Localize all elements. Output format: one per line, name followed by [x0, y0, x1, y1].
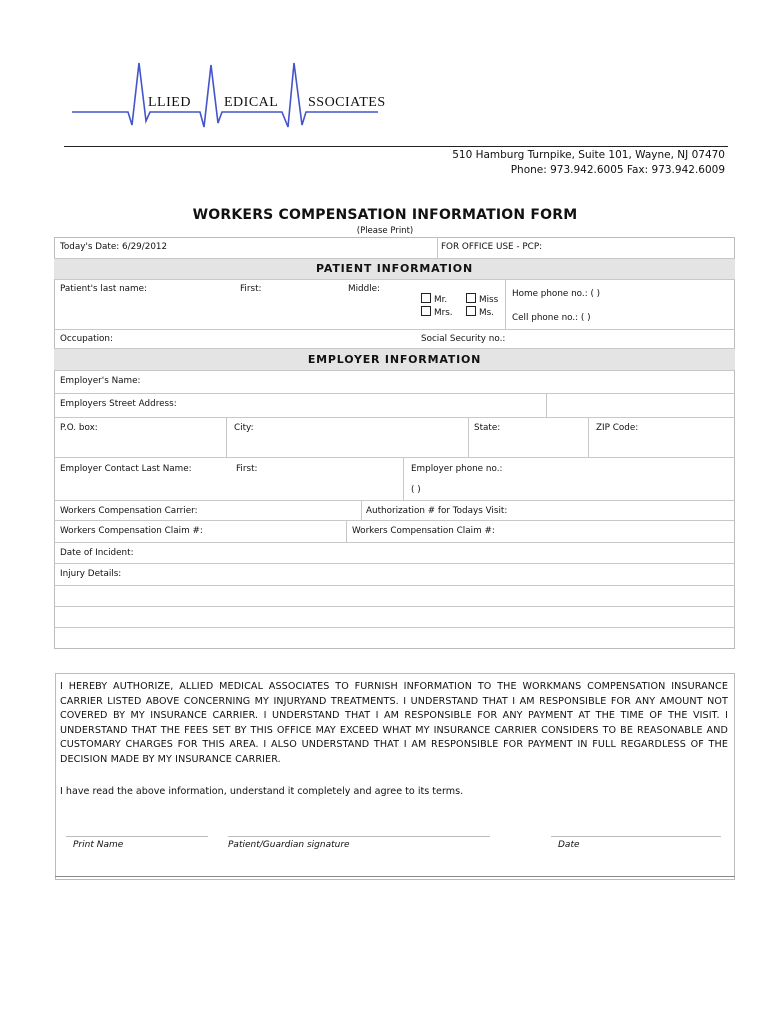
injury-details-label: Injury Details:	[60, 569, 122, 579]
row-line	[54, 606, 735, 607]
miss-checkbox[interactable]	[466, 293, 476, 303]
mrs-checkbox[interactable]	[421, 306, 431, 316]
patient-last-name-label: Patient's last name:	[60, 284, 148, 294]
title-mrs-option[interactable]	[421, 306, 453, 318]
row-line	[54, 500, 735, 501]
row-line	[54, 542, 735, 543]
row-line	[54, 393, 735, 394]
employer-contact-last-label: Employer Contact Last Name:	[60, 464, 192, 474]
row-line	[54, 563, 735, 564]
employer-street-label: Employers Street Address:	[60, 399, 177, 409]
title-ms-option[interactable]	[466, 306, 494, 318]
employer-contact-first-label: First:	[236, 464, 258, 474]
miss-label: Miss	[479, 295, 499, 305]
mr-checkbox[interactable]	[421, 293, 431, 303]
col-line	[588, 417, 589, 457]
ms-checkbox[interactable]	[466, 306, 476, 316]
header-rule	[64, 146, 728, 147]
agreement-text: I have read the above information, understand it completely and agree to its terms.	[60, 786, 464, 797]
row-line	[54, 417, 735, 418]
print-name-label: Print Name	[73, 840, 124, 850]
zip-label: ZIP Code:	[596, 423, 639, 433]
claim-label-1: Workers Compensation Claim #:	[60, 526, 203, 536]
row-line	[54, 457, 735, 458]
form-grid	[54, 237, 735, 649]
state-label: State:	[474, 423, 501, 433]
patient-section-header: PATIENT INFORMATION	[54, 259, 735, 279]
carrier-label: Workers Compensation Carrier:	[60, 506, 198, 516]
col-line	[403, 457, 404, 500]
cell-phone-label: Cell phone no.: ( )	[512, 313, 591, 323]
col-line	[505, 280, 506, 329]
home-phone-label: Home phone no.: ( )	[512, 289, 601, 299]
date-line[interactable]	[551, 836, 721, 837]
ms-label: Ms.	[479, 308, 494, 318]
row-line	[54, 370, 735, 371]
logo-text-allied: LLIED	[148, 95, 191, 110]
col-line	[468, 417, 469, 457]
mrs-label: Mrs.	[434, 308, 453, 318]
col-line	[346, 520, 347, 542]
authorization-label: Authorization # for Todays Visit:	[366, 506, 508, 516]
incident-date-label: Date of Incident:	[60, 548, 134, 558]
phone-fax-line: Phone: 973.942.6005 Fax: 973.942.6009	[510, 164, 725, 176]
authorization-bottom-rule	[55, 876, 735, 877]
print-instruction: (Please Print)	[356, 226, 414, 236]
title-miss-option[interactable]	[466, 293, 498, 305]
employer-phone-paren: ( )	[411, 485, 421, 495]
print-name-line[interactable]	[66, 836, 208, 837]
col-line	[361, 500, 362, 520]
row-line	[54, 279, 735, 280]
row-line	[54, 585, 735, 586]
col-line	[546, 393, 547, 417]
logo-text-medical: EDICAL	[224, 95, 279, 110]
allied-medical-logo	[60, 55, 400, 150]
city-label: City:	[234, 423, 254, 433]
po-box-label: P.O. box:	[60, 423, 98, 433]
row-line	[54, 627, 735, 628]
employer-name-label: Employer's Name:	[60, 376, 141, 386]
col-line	[226, 417, 227, 457]
claim-label-2: Workers Compensation Claim #:	[352, 526, 495, 536]
col-line	[437, 237, 438, 258]
address-line: 510 Hamburg Turnpike, Suite 101, Wayne, NJ 07470	[452, 149, 725, 161]
mr-label: Mr.	[434, 295, 448, 305]
address-block	[452, 148, 725, 178]
signature-line[interactable]	[228, 836, 490, 837]
date-label: Date	[558, 840, 580, 850]
signature-label: Patient/Guardian signature	[228, 840, 350, 850]
patient-first-label: First:	[240, 284, 262, 294]
occupation-label: Occupation:	[60, 334, 113, 344]
employer-phone-label: Employer phone no.:	[411, 464, 503, 474]
patient-middle-label: Middle:	[348, 284, 381, 294]
todays-date-label: Today's Date: 6/29/2012	[60, 242, 168, 252]
office-use-label: FOR OFFICE USE - PCP:	[441, 242, 543, 252]
title-mr-option[interactable]	[421, 293, 447, 305]
authorization-text: I HEREBY AUTHORIZE, ALLIED MEDICAL ASSOCIATES TO FURNISH INFORMATION TO THE WORKMANS COMPENSATION INSURANCE CARRIER LISTED ABOVE CONCERNING MY INJURYAND TREATMENTS. I UNDERSTAND THAT I AM RESPONSIBLE FOR ANY AMOUNT NOT COVERED BY MY INSURANCE CARRIER. I UNDERSTAND THAT I AM RESPONSIBLE FOR ANY PAYMENT AT THE TIME OF THE VISIT. I UNDERSTAND THAT THE FEES SET BY THIS OFFICE MAY EXCEED WHAT MY INSURANCE CARRIER CONSIDERS TO BE REASONABLE AND CUSTOMARY CHARGES FOR THIS AREA. I ALSO UNDERSTAND THAT I AM RESPONSIBLE FOR PAYMENT IN FULL REGARDLESS OF THE DECISION MADE BY MY INSURANCE CARRIER.	[60, 681, 728, 765]
row-line	[54, 520, 735, 521]
employer-section-header: EMPLOYER INFORMATION	[54, 349, 735, 370]
logo-text-associates: SSOCIATES	[308, 95, 386, 110]
row-line	[54, 329, 735, 330]
ssn-label: Social Security no.:	[421, 334, 506, 344]
form-title: WORKERS COMPENSATION INFORMATION FORM	[192, 207, 578, 223]
